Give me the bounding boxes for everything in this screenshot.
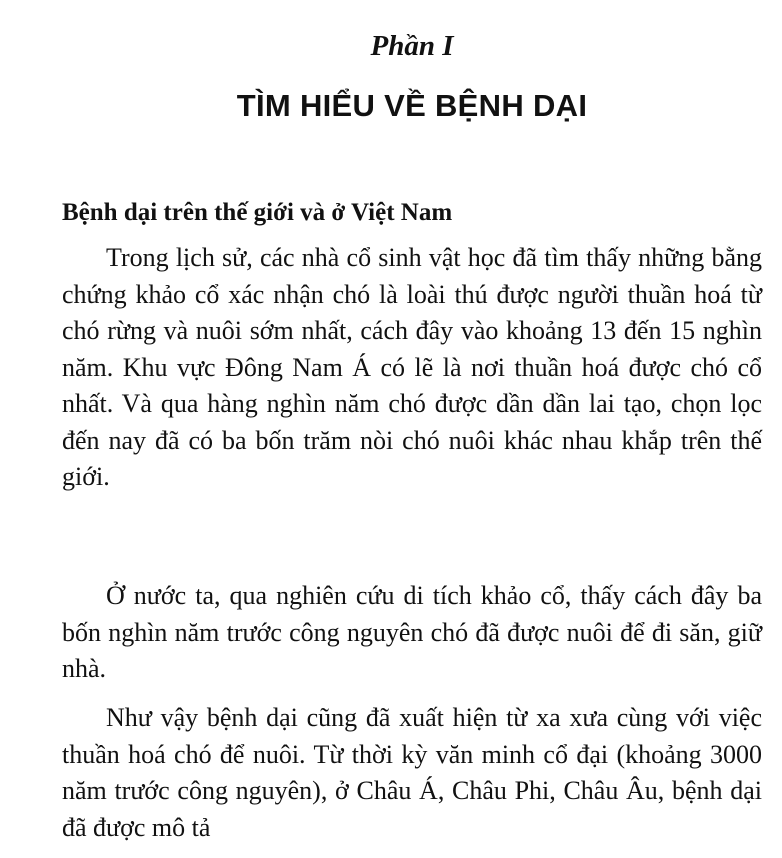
paragraph-history: Trong lịch sử, các nhà cổ sinh vật học đã tìm thấy những bằng chứng khảo cổ xác nhận chó là loài thú được người thuần hoá từ chó rừng và nuôi sớm nhất, cách đây vào khoảng 13 đến 15 nghìn năm. Khu vực Đông Nam Á có lẽ là nơi thuần hoá được chó cổ nhất. Và qua hàng nghìn năm chó được dần dần lai tạo, chọn lọc đến nay đã có ba bốn trăm nòi chó nuôi khác nhau khắp trên thế giới. (62, 243, 762, 491)
paragraph-rabies-origin: Như vậy bệnh dại cũng đã xuất hiện từ xa xưa cùng với việc thuần hoá chó để nuôi. Từ thời kỳ văn minh cổ đại (khoảng 3000 năm trước công nguyên), ở Châu Á, Châu Phi, Châu Âu, bệnh dại đã được mô tả (62, 703, 762, 842)
paragraph-vietnam: Ở nước ta, qua nghiên cứu di tích khảo cổ, thấy cách đây ba bốn nghìn năm trước công nguyên chó đã được nuôi để đi săn, giữ nhà. (62, 581, 762, 683)
section-heading: Bệnh dại trên thế giới và ở Việt Nam (62, 199, 453, 226)
part-label: Phần I (370, 30, 454, 62)
part-title: TÌM HIỂU VỀ BỆNH DẠI (236, 88, 588, 123)
document-page (62, 0, 762, 858)
